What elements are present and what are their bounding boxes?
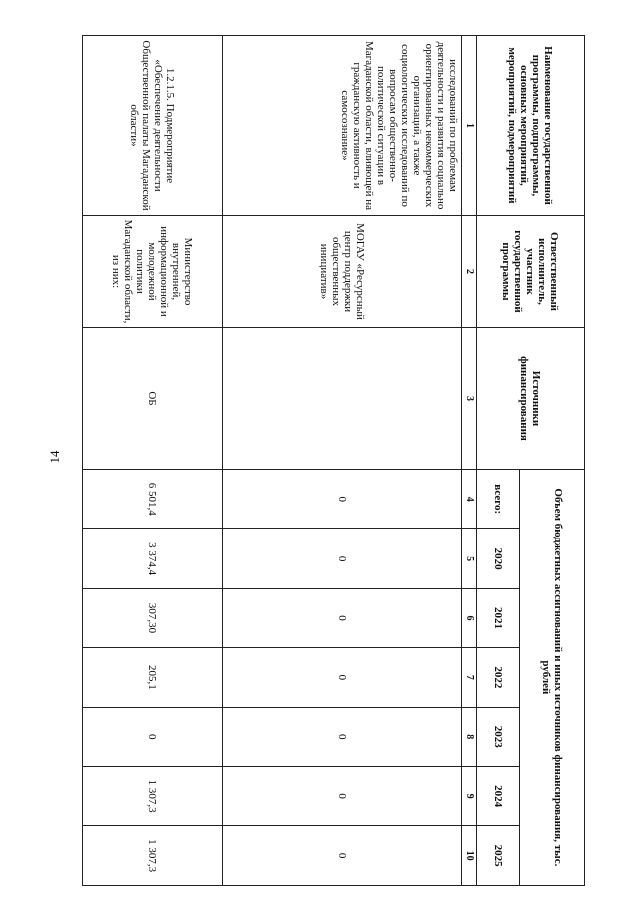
budget-table-page [70,35,585,885]
header-year-2025: 2025 [477,826,520,885]
header-year-2021: 2021 [477,588,520,647]
row-value-2024: 1 307,3 [83,766,223,825]
row-value-2025: 0 [223,826,462,885]
row-value-2023: 0 [83,707,223,766]
header-year-2022: 2022 [477,648,520,707]
column-number: 7 [462,648,477,707]
header-year-total: всего: [477,470,520,529]
row-executor: Министерство внутренней, информационной и молодежной политики Магаданской области, из них: [83,216,223,328]
column-number: 1 [462,36,477,216]
budget-table [82,35,585,886]
column-number: 6 [462,588,477,647]
column-number: 5 [462,529,477,588]
row-value-2025: 1 307,3 [83,826,223,885]
header-year-2024: 2024 [477,766,520,825]
table-row [223,36,462,886]
row-value-2022: 0 [223,648,462,707]
row-value-total: 0 [223,470,462,529]
table-row [83,36,223,886]
header-name: Наименование государственной программы, подпрограммы, основных мероприятий, мероприятий, подмероприятий [477,36,585,216]
row-value-2023: 0 [223,707,462,766]
column-number: 4 [462,470,477,529]
row-executor: МОГАУ «Ресурсный центр поддержки общественных инициатив» [223,216,462,328]
row-value-2024: 0 [223,766,462,825]
row-source [223,328,462,470]
row-value-2020: 3 374,4 [83,529,223,588]
header-source: Источники финансирования [477,328,585,470]
header-year-2020: 2020 [477,529,520,588]
column-number: 3 [462,328,477,470]
header-funding-group: Объем бюджетных ассигнований и иных источников финансирования, тыс. рублей [520,470,585,886]
row-value-2022: 205,1 [83,648,223,707]
row-name: 1.2.1.5. Подмероприятие «Обеспечение деятельности Общественной палаты Магаданской области» [83,36,223,216]
row-value-2020: 0 [223,529,462,588]
page-number: 14 [47,450,62,464]
row-value-2021: 0 [223,588,462,647]
row-source: ОБ [83,328,223,470]
header-year-2023: 2023 [477,707,520,766]
column-number: 9 [462,766,477,825]
header-executor: Ответственный исполнитель, участник государственной программы [477,216,585,328]
column-number: 2 [462,216,477,328]
row-name: исследований по проблемам деятельности и развития социально ориентированных некоммерческих организаций, а также социологических исследований по вопросам общественно-политической ситуации в Магаданской области, влияющей на гражданскую активность и самосознание» [223,36,462,216]
row-value-2021: 307,30 [83,588,223,647]
row-value-total: 6 501,4 [83,470,223,529]
column-number: 8 [462,707,477,766]
column-number: 10 [462,826,477,885]
